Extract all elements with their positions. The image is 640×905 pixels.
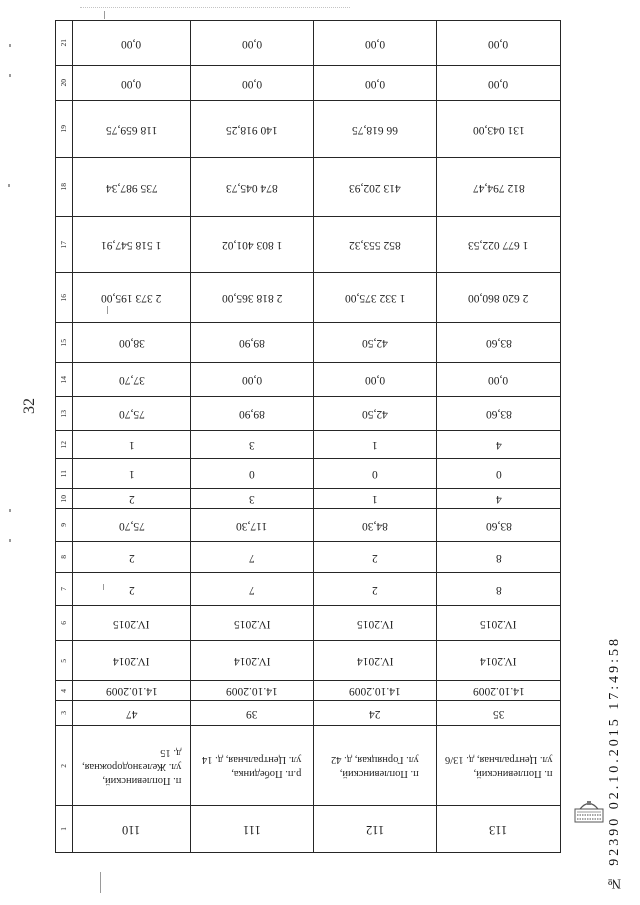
table-cell-col-19	[191, 101, 314, 158]
address-line: ул. Центральная, д. 14	[202, 753, 302, 765]
address-line: п. Поплевинский,	[473, 767, 553, 779]
cell-value: 14.10.2009	[349, 685, 401, 697]
column-number: 4	[59, 688, 68, 693]
column-number: 10	[59, 494, 68, 503]
table-cell-col-9	[437, 509, 561, 542]
cell-value: 42,50	[362, 408, 388, 420]
table-cell-col-2	[314, 726, 437, 806]
column-number: 21	[59, 39, 68, 47]
table-cell-col-12	[191, 431, 314, 459]
column-number-cell	[56, 726, 73, 806]
table-cell-col-2	[437, 726, 561, 806]
column-number-cell	[56, 606, 73, 641]
column-number: 16	[59, 293, 68, 302]
table-cell-col-1	[314, 806, 437, 853]
cell-value: 89,90	[239, 337, 265, 349]
table-cell-col-7	[191, 573, 314, 606]
cell-value: 83,60	[485, 337, 512, 349]
table-cell-col-15	[314, 323, 437, 363]
table-cell-col-10	[437, 489, 561, 509]
table-cell-col-20	[437, 66, 561, 101]
table-cell-col-20	[191, 66, 314, 101]
table-cell-col-8	[191, 542, 314, 573]
table-cell-col-17	[314, 217, 437, 273]
row-number: 113	[489, 822, 508, 837]
cell-value: 0,00	[241, 77, 263, 90]
table-cell-col-5	[73, 641, 191, 681]
table-cell-col-17	[73, 217, 191, 273]
cell-value: 4	[495, 493, 502, 505]
cell-value: 2	[128, 493, 135, 505]
cell-value: 413 202,93	[349, 181, 401, 194]
cell-value: 131 043,00	[472, 123, 525, 136]
row-number: 111	[243, 822, 261, 837]
column-number-cell	[56, 363, 73, 397]
cell-value: 0,00	[241, 37, 263, 50]
address	[445, 752, 553, 780]
table-cell-col-15	[191, 323, 314, 363]
table-cell-col-7	[437, 573, 561, 606]
address-line: д. 15	[160, 746, 182, 758]
cell-value: 1 332 375,00	[344, 292, 406, 304]
table-cell-col-14	[437, 363, 561, 397]
table-cell-col-21	[314, 21, 437, 66]
table-cell-col-16	[437, 273, 561, 323]
table-cell-col-9	[191, 509, 314, 542]
cell-value: IV.2014	[233, 655, 271, 667]
row-number: 110	[122, 822, 141, 837]
cell-value: 0	[249, 468, 255, 480]
scan-mark	[9, 509, 11, 512]
cell-value: 37,70	[118, 374, 145, 386]
table-cell-col-16	[314, 273, 437, 323]
table-cell-col-16	[73, 273, 191, 323]
column-number-cell	[56, 459, 73, 489]
table-cell-col-8	[314, 542, 437, 573]
resettlement-table	[55, 20, 561, 853]
table-cell-col-11	[437, 459, 561, 489]
cell-value: 42,50	[362, 337, 388, 349]
table-cell-col-17	[191, 217, 314, 273]
cell-value: 0	[372, 468, 378, 480]
page-number: 32	[21, 398, 38, 414]
column-number: 15	[59, 338, 68, 347]
address-line: п. Поплевинский,	[102, 774, 182, 786]
cell-value: 89,90	[239, 408, 265, 420]
cell-value: 38,00	[118, 337, 145, 349]
table-cell-col-9	[314, 509, 437, 542]
table-cell-col-12	[73, 431, 191, 459]
address-line: п. Поплевинский,	[339, 767, 419, 779]
cell-value: 2 620 860,00	[468, 292, 529, 304]
cell-value: 14.10.2009	[226, 685, 278, 697]
cell-value: 1 803 401,02	[221, 239, 283, 251]
cell-value: 2 373 195,00	[101, 292, 162, 304]
scan-mark	[9, 539, 11, 542]
cell-value: 0,00	[364, 374, 386, 386]
address-line: ул. Горняцкая, д. 42	[331, 753, 419, 765]
table-cell-col-12	[437, 431, 561, 459]
cell-value: 3	[249, 439, 255, 451]
column-number: 1	[59, 827, 68, 831]
table-cell-col-10	[73, 489, 191, 509]
column-number: 8	[59, 555, 68, 559]
cell-value: 874 045,73	[226, 181, 278, 194]
cell-value: 117,30	[236, 519, 268, 532]
table-cell-col-16	[191, 273, 314, 323]
registration-stamp: № 92390 02.10.2015 17:49:58	[607, 636, 622, 891]
cell-value: 2	[128, 551, 135, 564]
column-number-cell	[56, 806, 73, 853]
table-cell-col-21	[73, 21, 191, 66]
column-number-cell	[56, 641, 73, 681]
cell-value: 735 987,34	[105, 181, 158, 194]
table-cell-col-8	[73, 542, 191, 573]
column-number-cell	[56, 509, 73, 542]
table-cell-col-4	[314, 681, 437, 701]
cell-value: 66 618,75	[352, 123, 398, 136]
column-number-cell	[56, 21, 73, 66]
cell-value: 0,00	[488, 37, 509, 50]
address-line: ул. Центральная, д. 13/6	[444, 753, 553, 765]
cell-value: 0,00	[121, 77, 142, 90]
address-line: ул. Железнодорожная,	[81, 760, 182, 772]
table-cell-col-13	[191, 397, 314, 431]
column-number: 12	[59, 440, 68, 449]
cell-value: 1	[128, 439, 135, 451]
cell-value: 0,00	[364, 37, 386, 50]
column-number: 20	[59, 79, 68, 87]
scan-mark	[8, 184, 10, 187]
cell-value: 0	[495, 468, 502, 480]
row-number: 112	[365, 822, 385, 837]
cell-value: 47	[125, 707, 138, 720]
table-cell-col-5	[437, 641, 561, 681]
address	[202, 752, 301, 780]
cell-value: 83,60	[485, 519, 512, 532]
table-cell-col-18	[73, 158, 191, 217]
table-cell-col-17	[437, 217, 561, 273]
table-cell-col-2	[191, 726, 314, 806]
cell-value: IV.2014	[480, 655, 517, 667]
cell-value: 7	[249, 551, 255, 564]
table-cell-col-19	[73, 101, 191, 158]
column-number-cell	[56, 273, 73, 323]
column-number: 13	[59, 409, 68, 418]
column-number: 18	[59, 183, 68, 191]
table-cell-col-12	[314, 431, 437, 459]
cell-value: 2	[128, 583, 135, 596]
cell-value: 4	[495, 439, 502, 451]
cell-value: 140 918,25	[226, 123, 278, 136]
table-cell-col-6	[314, 606, 437, 641]
table-cell-col-19	[437, 101, 561, 158]
table-cell-col-18	[314, 158, 437, 217]
cell-value: IV.2014	[113, 655, 150, 667]
column-number: 5	[59, 658, 68, 663]
table-cell-col-10	[191, 489, 314, 509]
column-number: 9	[59, 523, 68, 527]
cell-value: IV.2015	[480, 617, 517, 630]
cell-value: 14.10.2009	[105, 685, 158, 697]
column-number-cell	[56, 681, 73, 701]
cell-value: 1	[372, 439, 378, 451]
table-cell-col-13	[437, 397, 561, 431]
table-cell-col-14	[73, 363, 191, 397]
table-cell-col-10	[314, 489, 437, 509]
cell-value: 1	[372, 493, 378, 505]
cell-value: IV.2015	[233, 617, 271, 630]
table-cell-col-9	[73, 509, 191, 542]
cell-value: 1 518 547,91	[101, 239, 162, 251]
cell-value: 1 677 022,53	[468, 239, 529, 251]
table-cell-col-11	[73, 459, 191, 489]
table-cell-col-7	[314, 573, 437, 606]
table-cell-col-3	[73, 701, 191, 726]
table-cell-col-1	[191, 806, 314, 853]
column-number-cell	[56, 66, 73, 101]
table-cell-col-4	[437, 681, 561, 701]
cell-value: 8	[495, 551, 502, 564]
column-number: 14	[59, 375, 68, 384]
column-number-cell	[56, 217, 73, 273]
column-number-cell	[56, 542, 73, 573]
cell-value: IV.2015	[356, 617, 394, 630]
column-number: 3	[59, 711, 68, 715]
column-number-cell	[56, 573, 73, 606]
cell-value: 83,60	[485, 408, 512, 420]
cell-value: 35	[492, 707, 505, 720]
scan-mark	[9, 44, 11, 47]
cell-value: 0,00	[488, 374, 509, 386]
column-number-cell	[56, 701, 73, 726]
table-cell-col-18	[437, 158, 561, 217]
table-cell-col-6	[73, 606, 191, 641]
column-number: 2	[59, 763, 68, 768]
table-cell-col-1	[73, 806, 191, 853]
table-cell-col-3	[314, 701, 437, 726]
table-cell-col-6	[437, 606, 561, 641]
table-cell-col-18	[191, 158, 314, 217]
scan-mark	[104, 11, 105, 19]
table-cell-col-6	[191, 606, 314, 641]
table-cell-col-1	[437, 806, 561, 853]
table-cell-col-8	[437, 542, 561, 573]
table-cell-col-14	[191, 363, 314, 397]
column-number: 19	[59, 125, 68, 133]
cell-value: 75,70	[118, 519, 145, 532]
column-number-cell	[56, 101, 73, 158]
table-cell-col-19	[314, 101, 437, 158]
cell-value: IV.2015	[113, 617, 150, 630]
address	[331, 752, 419, 780]
table-cell-col-2	[73, 726, 191, 806]
column-number-cell	[56, 397, 73, 431]
cell-value: 0,00	[488, 77, 509, 90]
table-cell-col-3	[191, 701, 314, 726]
column-number-cell	[56, 158, 73, 217]
cell-value: 75,70	[118, 408, 145, 420]
table-cell-col-21	[437, 21, 561, 66]
cell-value: 0,00	[364, 77, 386, 90]
cell-value: 39	[246, 707, 258, 720]
table-cell-col-4	[73, 681, 191, 701]
scan-mark	[107, 306, 108, 314]
address	[82, 745, 181, 787]
table-cell-col-20	[73, 66, 191, 101]
cell-value: IV.2014	[356, 655, 394, 667]
cell-value: 8	[495, 583, 502, 596]
cell-value: 24	[369, 707, 381, 720]
cell-value: 852 553,32	[349, 239, 401, 251]
scan-mark	[9, 74, 11, 77]
cell-value: 3	[249, 493, 255, 505]
address-line: р.п. Побединка,	[231, 767, 302, 779]
column-number-cell	[56, 489, 73, 509]
table-cell-col-3	[437, 701, 561, 726]
column-number-cell	[56, 431, 73, 459]
emblem-logo-icon	[574, 795, 604, 823]
cell-value: 14.10.2009	[472, 685, 525, 697]
scan-mark	[80, 7, 350, 8]
cell-value: 7	[249, 583, 255, 596]
cell-value: 0,00	[241, 374, 263, 386]
scan-mark	[103, 584, 104, 590]
cell-value: 2 818 365,00	[221, 292, 283, 304]
column-number: 6	[59, 621, 68, 625]
column-number-cell	[56, 323, 73, 363]
table-cell-col-13	[73, 397, 191, 431]
table-cell-col-21	[191, 21, 314, 66]
scan-mark	[100, 872, 101, 893]
column-number: 7	[59, 587, 68, 591]
cell-value: 812 794,47	[472, 181, 525, 194]
cell-value: 2	[372, 583, 378, 596]
table-cell-col-20	[314, 66, 437, 101]
table-cell-col-11	[314, 459, 437, 489]
cell-value: 118 659,75	[105, 123, 158, 136]
table-cell-col-15	[437, 323, 561, 363]
table-cell-col-13	[314, 397, 437, 431]
cell-value: 1	[128, 468, 135, 480]
table-cell-col-15	[73, 323, 191, 363]
column-number: 11	[59, 469, 68, 478]
column-number: 17	[59, 240, 68, 249]
table-cell-col-7	[73, 573, 191, 606]
cell-value: 0,00	[121, 37, 142, 50]
table-cell-col-14	[314, 363, 437, 397]
cell-value: 84,30	[362, 519, 388, 532]
table-cell-col-5	[314, 641, 437, 681]
table-cell-col-5	[191, 641, 314, 681]
table-cell-col-11	[191, 459, 314, 489]
cell-value: 2	[372, 551, 378, 564]
table-cell-col-4	[191, 681, 314, 701]
